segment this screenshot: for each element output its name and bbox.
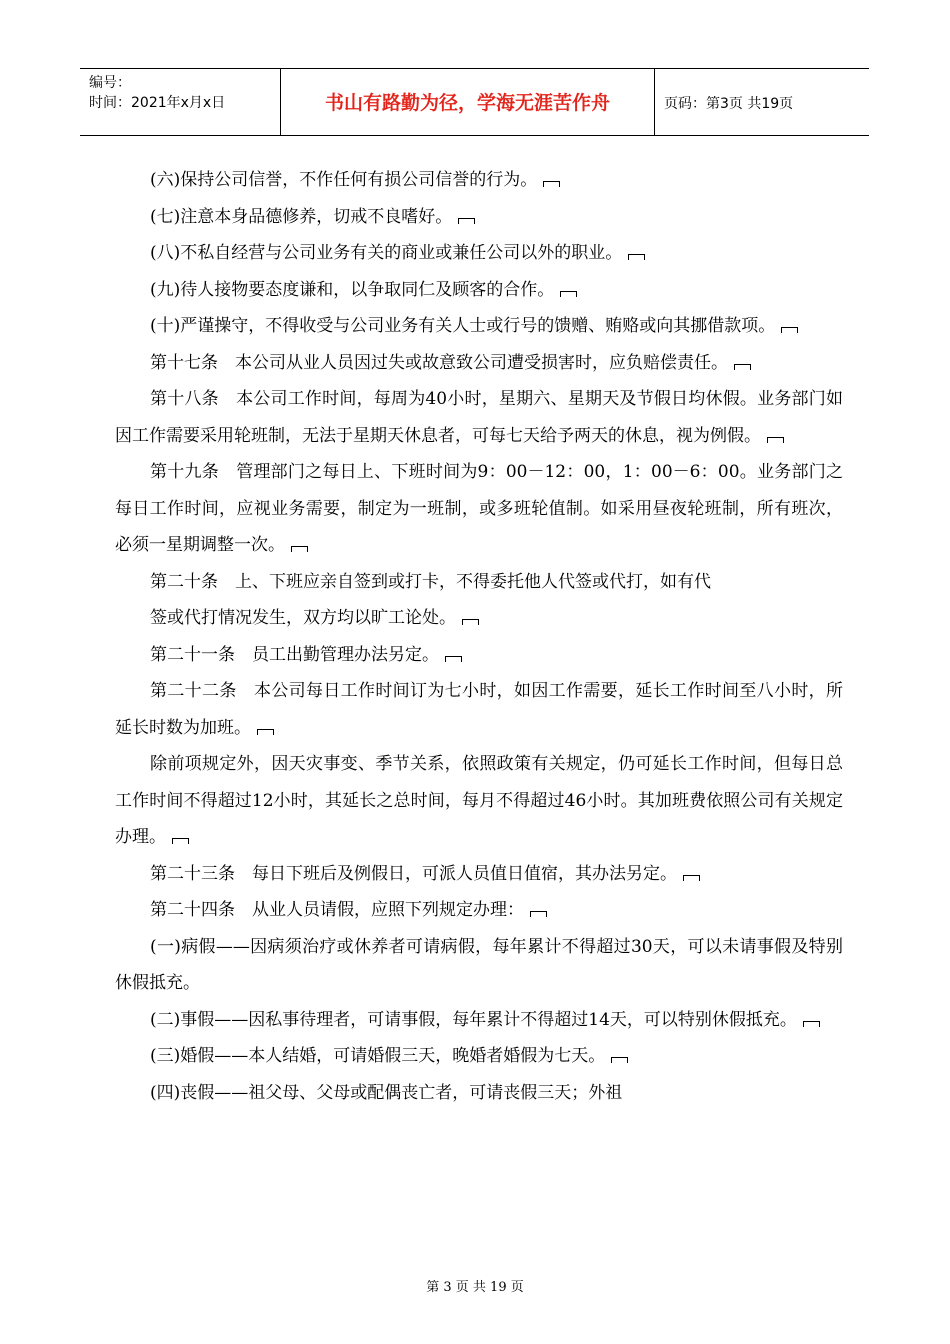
paragraph-text: (六)保持公司信誉，不作任何有损公司信誉的行为。 [150,170,538,190]
paragraph-text: 第十七条 本公司从业人员因过失或故意致公司遭受损害时，应负赔偿责任。 [150,352,728,373]
paragraph-mark-icon [683,875,700,881]
paragraph-mark-icon [611,1057,628,1063]
paragraph-text: 第十八条 本公司工作时间，每周为40小时，星期六、星期天及节假日均休假。业务部门如因工作需要采用轮班制，无法于星期天休息者，可每七天给予两天的休息，视为例假。 [115,389,843,446]
paragraph [115,162,843,199]
paragraph [115,600,843,637]
paragraph-text: (三)婚假——本人结婚，可请婚假三天，晚婚者婚假为七天。 [150,1046,606,1066]
paragraph [115,673,843,746]
paragraph-mark-icon [458,218,475,224]
paragraph [115,308,843,345]
paragraph-text: (九)待人接物要态度谦和，以争取同仁及顾客的合作。 [150,279,555,300]
paragraph [115,1038,843,1075]
paragraph-text: 第二十四条 从业人员请假，应照下列规定办理： [150,900,524,920]
paragraph [115,1075,843,1112]
paragraph-text: 第二十二条 本公司每日工作时间订为七小时，如因工作需要，延长工作时间至八小时，所延长时数为加班。 [115,681,843,738]
page-footer: 第 3 页 共 19 页 [426,1280,524,1295]
paragraph-mark-icon [781,327,798,333]
paragraph [115,381,843,454]
paragraph-text: 第二十三条 每日下班后及例假日，可派人员值日值宿，其办法另定。 [150,863,677,884]
paragraph-mark-icon [767,437,784,443]
paragraph-mark-icon [530,911,547,917]
paragraph-mark-icon [560,291,577,297]
paragraph-mark-icon [734,364,751,370]
paragraph [115,746,843,856]
paragraph-mark-icon [628,254,645,260]
paragraph [115,345,843,382]
date-label: 时间：2021年x月x日 [89,95,226,111]
paragraph-text: 除前项规定外，因天灾事变、季节关系，依照政策有关规定，仍可延长工作时间，但每日总工作时间不得超过12小时，其延长之总时间，每月不得超过46小时。其加班费依照公司有关规定办理。 [115,754,843,847]
page-code-label: 页码：第3页 共19页 [664,96,794,112]
document-body [115,162,843,1111]
header-info-cell [80,69,281,135]
paragraph [115,637,843,674]
paragraph-mark-icon [803,1021,820,1027]
paragraph-text: (七)注意本身品德修养，切戒不良嗜好。 [150,206,453,227]
paragraph-text: (二)事假——因私事待理者，可请事假，每年累计不得超过14天，可以特别休假抵充。 [150,1009,797,1030]
paragraph [115,856,843,893]
paragraph [115,272,843,309]
paragraph-mark-icon [291,546,308,552]
page-header [80,68,869,136]
header-motto-cell [281,69,655,135]
paragraph-text: 第二十条 上、下班应亲自签到或打卡，不得委托他人代签或代打，如有代 [150,571,711,592]
paragraph [115,454,843,564]
paragraph-text: (一)病假——因病须治疗或休养者可请病假，每年累计不得超过30天，可以未请事假及特别休假抵充。 [115,936,843,993]
paragraph [115,1002,843,1039]
paragraph-mark-icon [462,619,479,625]
paragraph-text: 第十九条 管理部门之每日上、下班时间为9：00－12：00，1：00－6：00。业务部门之每日工作时间，应视业务需要，制定为一班制，或多班轮值制。如采用昼夜轮班制，所有班次，必须一星期调整一次。 [115,462,843,555]
paragraph-mark-icon [257,729,274,735]
paragraph-text: (四)丧假——祖父母、父母或配偶丧亡者，可请丧假三天；外祖 [150,1082,623,1103]
paragraph-text: 第二十一条 员工出勤管理办法另定。 [150,644,439,665]
paragraph-text: (十)严谨操守，不得收受与公司业务有关人士或行号的馈赠、贿赂或向其挪借款项。 [150,316,776,336]
motto-text: 书山有路勤为径，学海无涯苦作舟 [324,92,610,114]
paragraph [115,564,843,601]
serial-number-label: 编号： [89,75,131,91]
paragraph-text: (八)不私自经营与公司业务有关的商业或兼任公司以外的职业。 [150,243,623,263]
paragraph [115,235,843,272]
paragraph-mark-icon [172,838,189,844]
paragraph-mark-icon [543,181,560,187]
paragraph [115,892,843,929]
paragraph-text: 签或代打情况发生，双方均以旷工论处。 [150,608,456,628]
header-page-cell [655,69,869,135]
paragraph [115,199,843,236]
paragraph [115,929,843,1002]
paragraph-mark-icon [445,656,462,662]
